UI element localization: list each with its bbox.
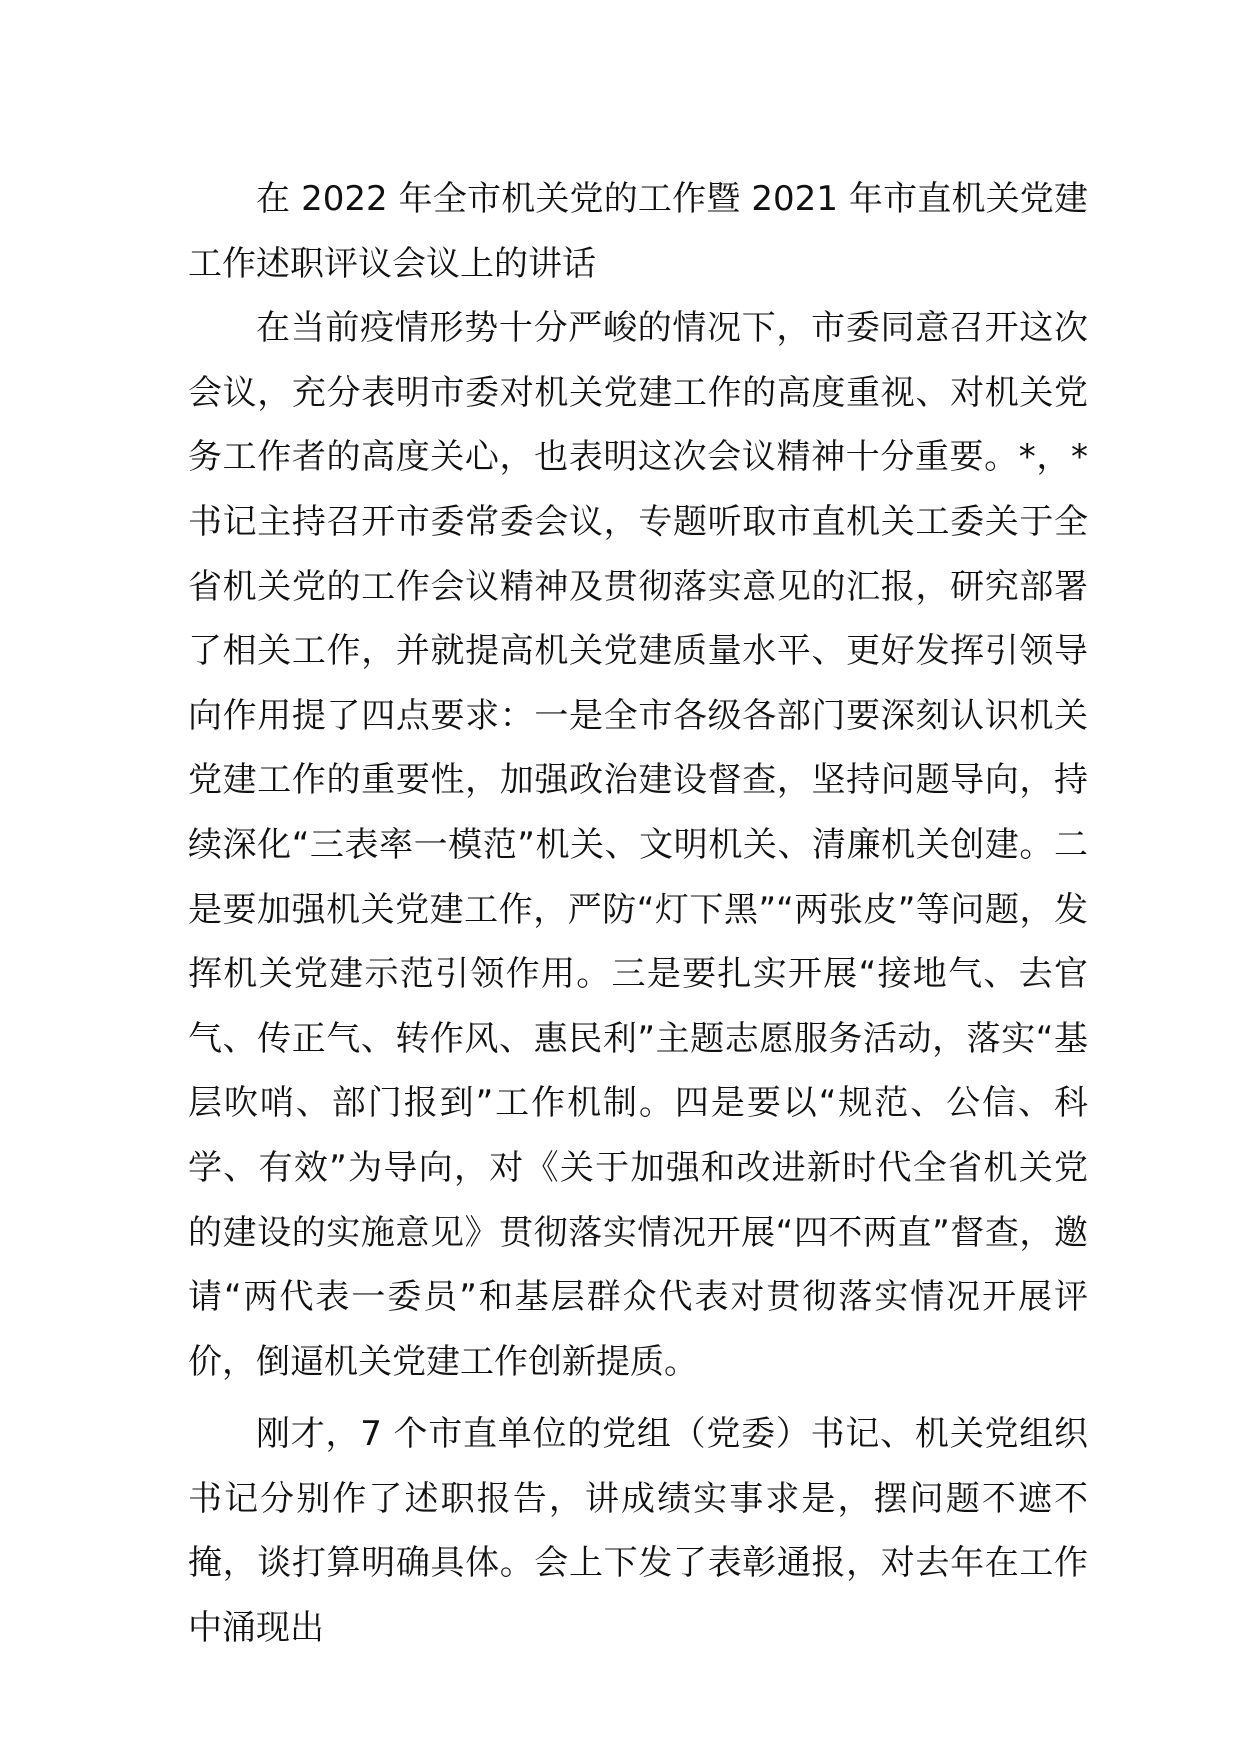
document-body [188,167,1088,1661]
document-title: 在 2022 年全市机关党的工作暨 2021 年市直机关党建工作述职评议会议上的讲话 [188,179,1088,284]
body-paragraph: 刚才，7 个市直单位的党组（党委）书记、机关党组织书记分别作了述职报告，讲成绩实事求是，摆问题不遮不掩，谈打算明确具体。会上下发了表彰通报，对去年在工作中涌现出 [188,1414,1088,1649]
body-paragraph: 在当前疫情形势十分严峻的情况下，市委同意召开这次会议，充分表明市委对机关党建工作的高度重视、对机关党务工作者的高度关心，也表明这次会议精神十分重要。*，*书记主持召开市委常委会议，专题听取市直机关工委关于全省机关党的工作会议精神及贯彻落实意见的汇报，研究部署了相关工作，并就提高机关党建质量水平、更好发挥引领导向作用提了四点要求：一是全市各级各部门要深刻认识机关党建工作的重要性，加强政治建设督查，坚持问题导向，持续深化“三表率一模范”机关、文明机关、清廉机关创建。二是要加强机关党建工作，严防“灯下黑”“两张皮”等问题，发挥机关党建示范引领作用。三是要扎实开展“接地气、去官气、传正气、转作风、惠民利”主题志愿服务活动，落实“基层吹哨、部门报到”工作机制。四是要以“规范、公信、科学、有效”为导向，对《关于加强和改进新时代全省机关党的建设的实施意见》贯彻落实情况开展“四不两直”督查，邀请“两代表一委员”和基层群众代表对贯彻落实情况开展评价，倒逼机关党建工作创新提质。 [188,308,1088,1382]
